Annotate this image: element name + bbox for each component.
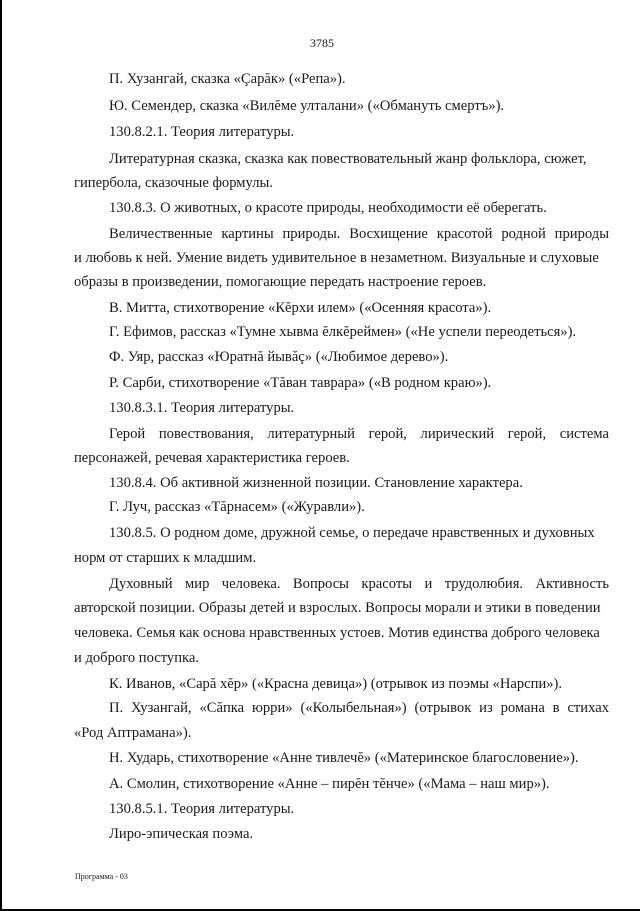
text-line: А. Смолин, стихотворение «Анне – пирĕн тĕнче» («Мама – наш мир»).	[109, 776, 550, 792]
text-line: Герой повествования, литературный герой, лирический герой, система	[109, 426, 609, 442]
text-line: персонажей, речевая характеристика героев.	[74, 450, 350, 466]
text-line: и любовь к ней. Умение видеть удивительное в незаметном. Визуальные и слуховые	[74, 250, 599, 266]
text-line: В. Митта, стихотворение «Кĕрхи илем» («Осенняя красота»).	[109, 300, 492, 316]
text-line: образы в произведении, помогающие передать настроение героев.	[74, 274, 487, 290]
text-line: норм от старших к младшим.	[74, 550, 257, 566]
text-line: 130.8.3.1. Теория литературы.	[109, 400, 295, 416]
text-line: П. Хузангай, сказка «Çарăк» («Репа»).	[109, 71, 346, 87]
text-line: П. Хузангай, «Сăпка юрри» («Колыбельная») (отрывок из романа в стихах	[109, 700, 609, 716]
text-line: Р. Сарби, стихотворение «Тăван таврара» («В родном краю»).	[109, 375, 492, 391]
text-line: и доброго поступка.	[74, 650, 200, 666]
text-line: 130.8.5.1. Теория литературы.	[109, 801, 295, 817]
text-line: человека. Семья как основа нравственных устоев. Мотив единства доброго человека	[74, 625, 600, 641]
text-line: Г. Ефимов, рассказ «Тумне хывма ĕлкĕреймен» («Не успели переодеться»).	[109, 324, 577, 340]
text-line: Г. Луч, рассказ «Тăрнасем» («Журавли»).	[109, 499, 365, 515]
text-line: Величественные картины природы. Восхищение красотой родной природы	[109, 226, 609, 242]
text-line: 130.8.5. О родном доме, дружной семье, о передаче нравственных и духовных	[109, 525, 595, 541]
text-line: авторской позиции. Образы детей и взрослых. Вопросы морали и этики в поведении	[74, 600, 601, 616]
text-line: Н. Хударь, стихотворение «Анне тивлечĕ» («Материнское благословение»).	[109, 750, 579, 766]
text-line: Духовный мир человека. Вопросы красоты и трудолюбия. Активность	[109, 576, 609, 592]
text-line: Ф. Уяр, рассказ «Юратнă йывăç» («Любимое дерево»).	[109, 349, 449, 365]
text-line: К. Иванов, «Сарă хĕр» («Красна девица») (отрывок из поэмы «Нарспи»).	[109, 676, 563, 692]
text-line: Литературная сказка, сказка как повествовательный жанр фольклора, сюжет,	[109, 151, 587, 167]
page-number: 3785	[310, 36, 334, 50]
text-line: гипербола, сказочные формулы.	[74, 175, 273, 191]
text-line: 130.8.3. О животных, о красоте природы, необходимости её оберегать.	[109, 200, 547, 216]
text-line: Лиро-эпическая поэма.	[109, 826, 254, 842]
text-line: 130.8.2.1. Теория литературы.	[109, 124, 295, 140]
text-line: «Род Аптрамана»).	[74, 725, 192, 741]
footer-label: Программа - 03	[75, 872, 128, 881]
text-line: 130.8.4. Об активной жизненной позиции. Становление характера.	[109, 475, 523, 491]
text-line: Ю. Семендер, сказка «Вилĕме улталани» («Обмануть смертъ»).	[109, 98, 505, 114]
